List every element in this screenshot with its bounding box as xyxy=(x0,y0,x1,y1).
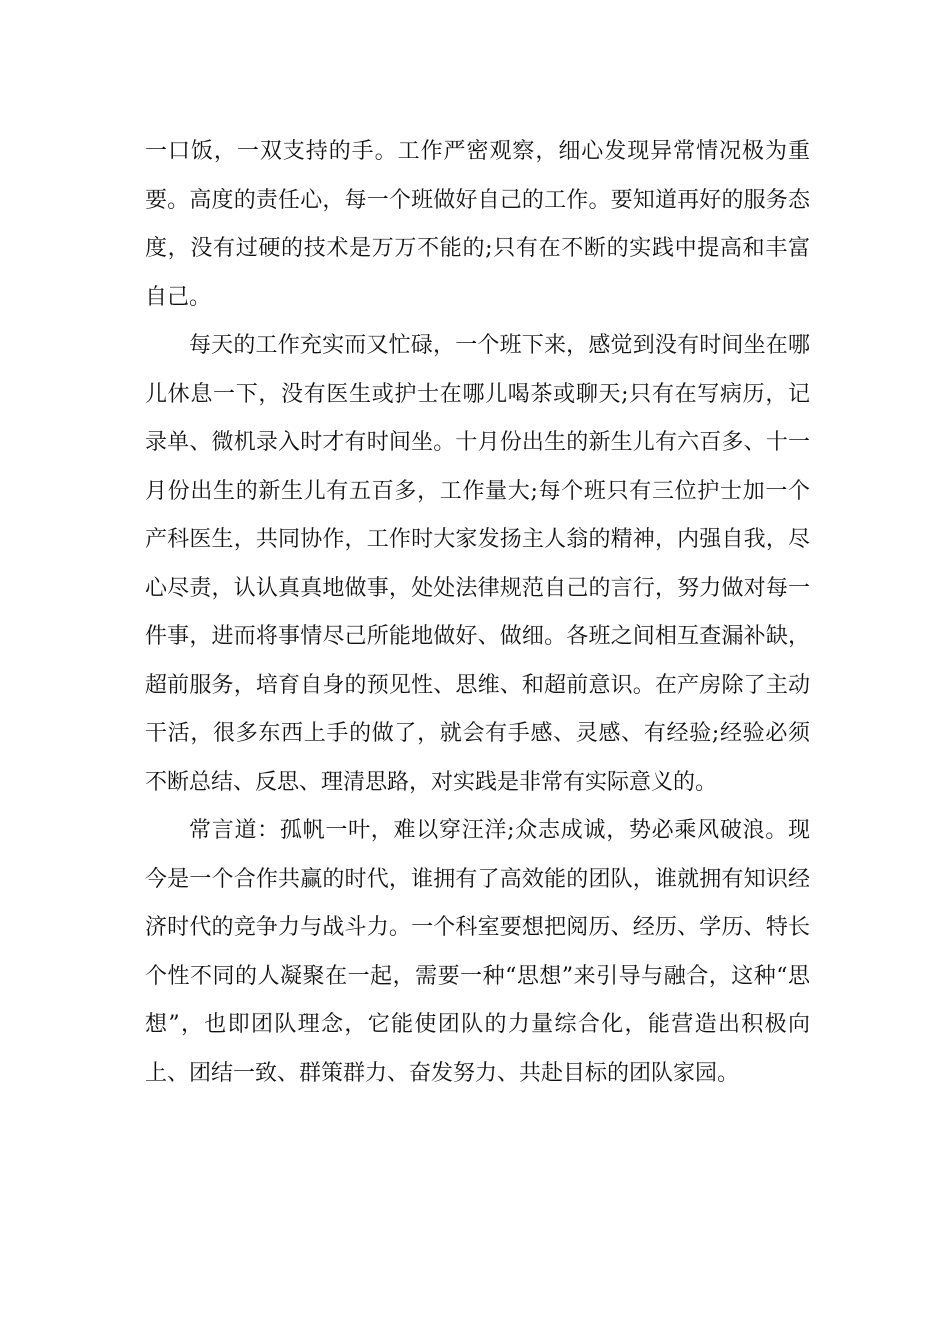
paragraph-3: 常言道：孤帆一叶，难以穿汪洋;众志成诚，势必乘风破浪。现今是一个合作共赢的时代，谁拥有了高效能的团队，谁就拥有知识经济时代的竞争力与战斗力。一个科室要想把阅历、经历、学历、特长个性不同的人凝聚在一起，需要一种“思想”来引导与融合，这种“思想”，也即团队理念，它能使团队的力量综合化，能营造出积极向上、团结一致、群策群力、奋发努力、共赴目标的团队家园。 xyxy=(145,818,810,1086)
document-body xyxy=(145,128,810,1098)
paragraph-2: 每天的工作充实而又忙碌，一个班下来，感觉到没有时间坐在哪儿休息一下，没有医生或护士在哪儿喝茶或聊天;只有在写病历，记录单、微机录入时才有时间坐。十月份出生的新生儿有六百多、十一月份出生的新生儿有五百多，工作量大;每个班只有三位护士加一个产科医生，共同协作，工作时大家发扬主人翁的精神，内强自我，尽心尽责，认认真真地做事，处处法律规范自己的言行，努力做对每一件事，进而将事情尽己所能地做好、做细。各班之间相互查漏补缺，超前服务，培育自身的预见性、思维、和超前意识。在产房除了主动干活，很多东西上手的做了，就会有手感、灵感、有经验;经验必须不断总结、反思、理清思路，对实践是非常有实际意义的。 xyxy=(145,333,810,795)
paragraph-1: 一口饭，一双支持的手。工作严密观察，细心发现异常情况极为重要。高度的责任心，每一个班做好自己的工作。要知道再好的服务态度，没有过硬的技术是万万不能的;只有在不断的实践中提高和丰富自己。 xyxy=(145,139,810,310)
